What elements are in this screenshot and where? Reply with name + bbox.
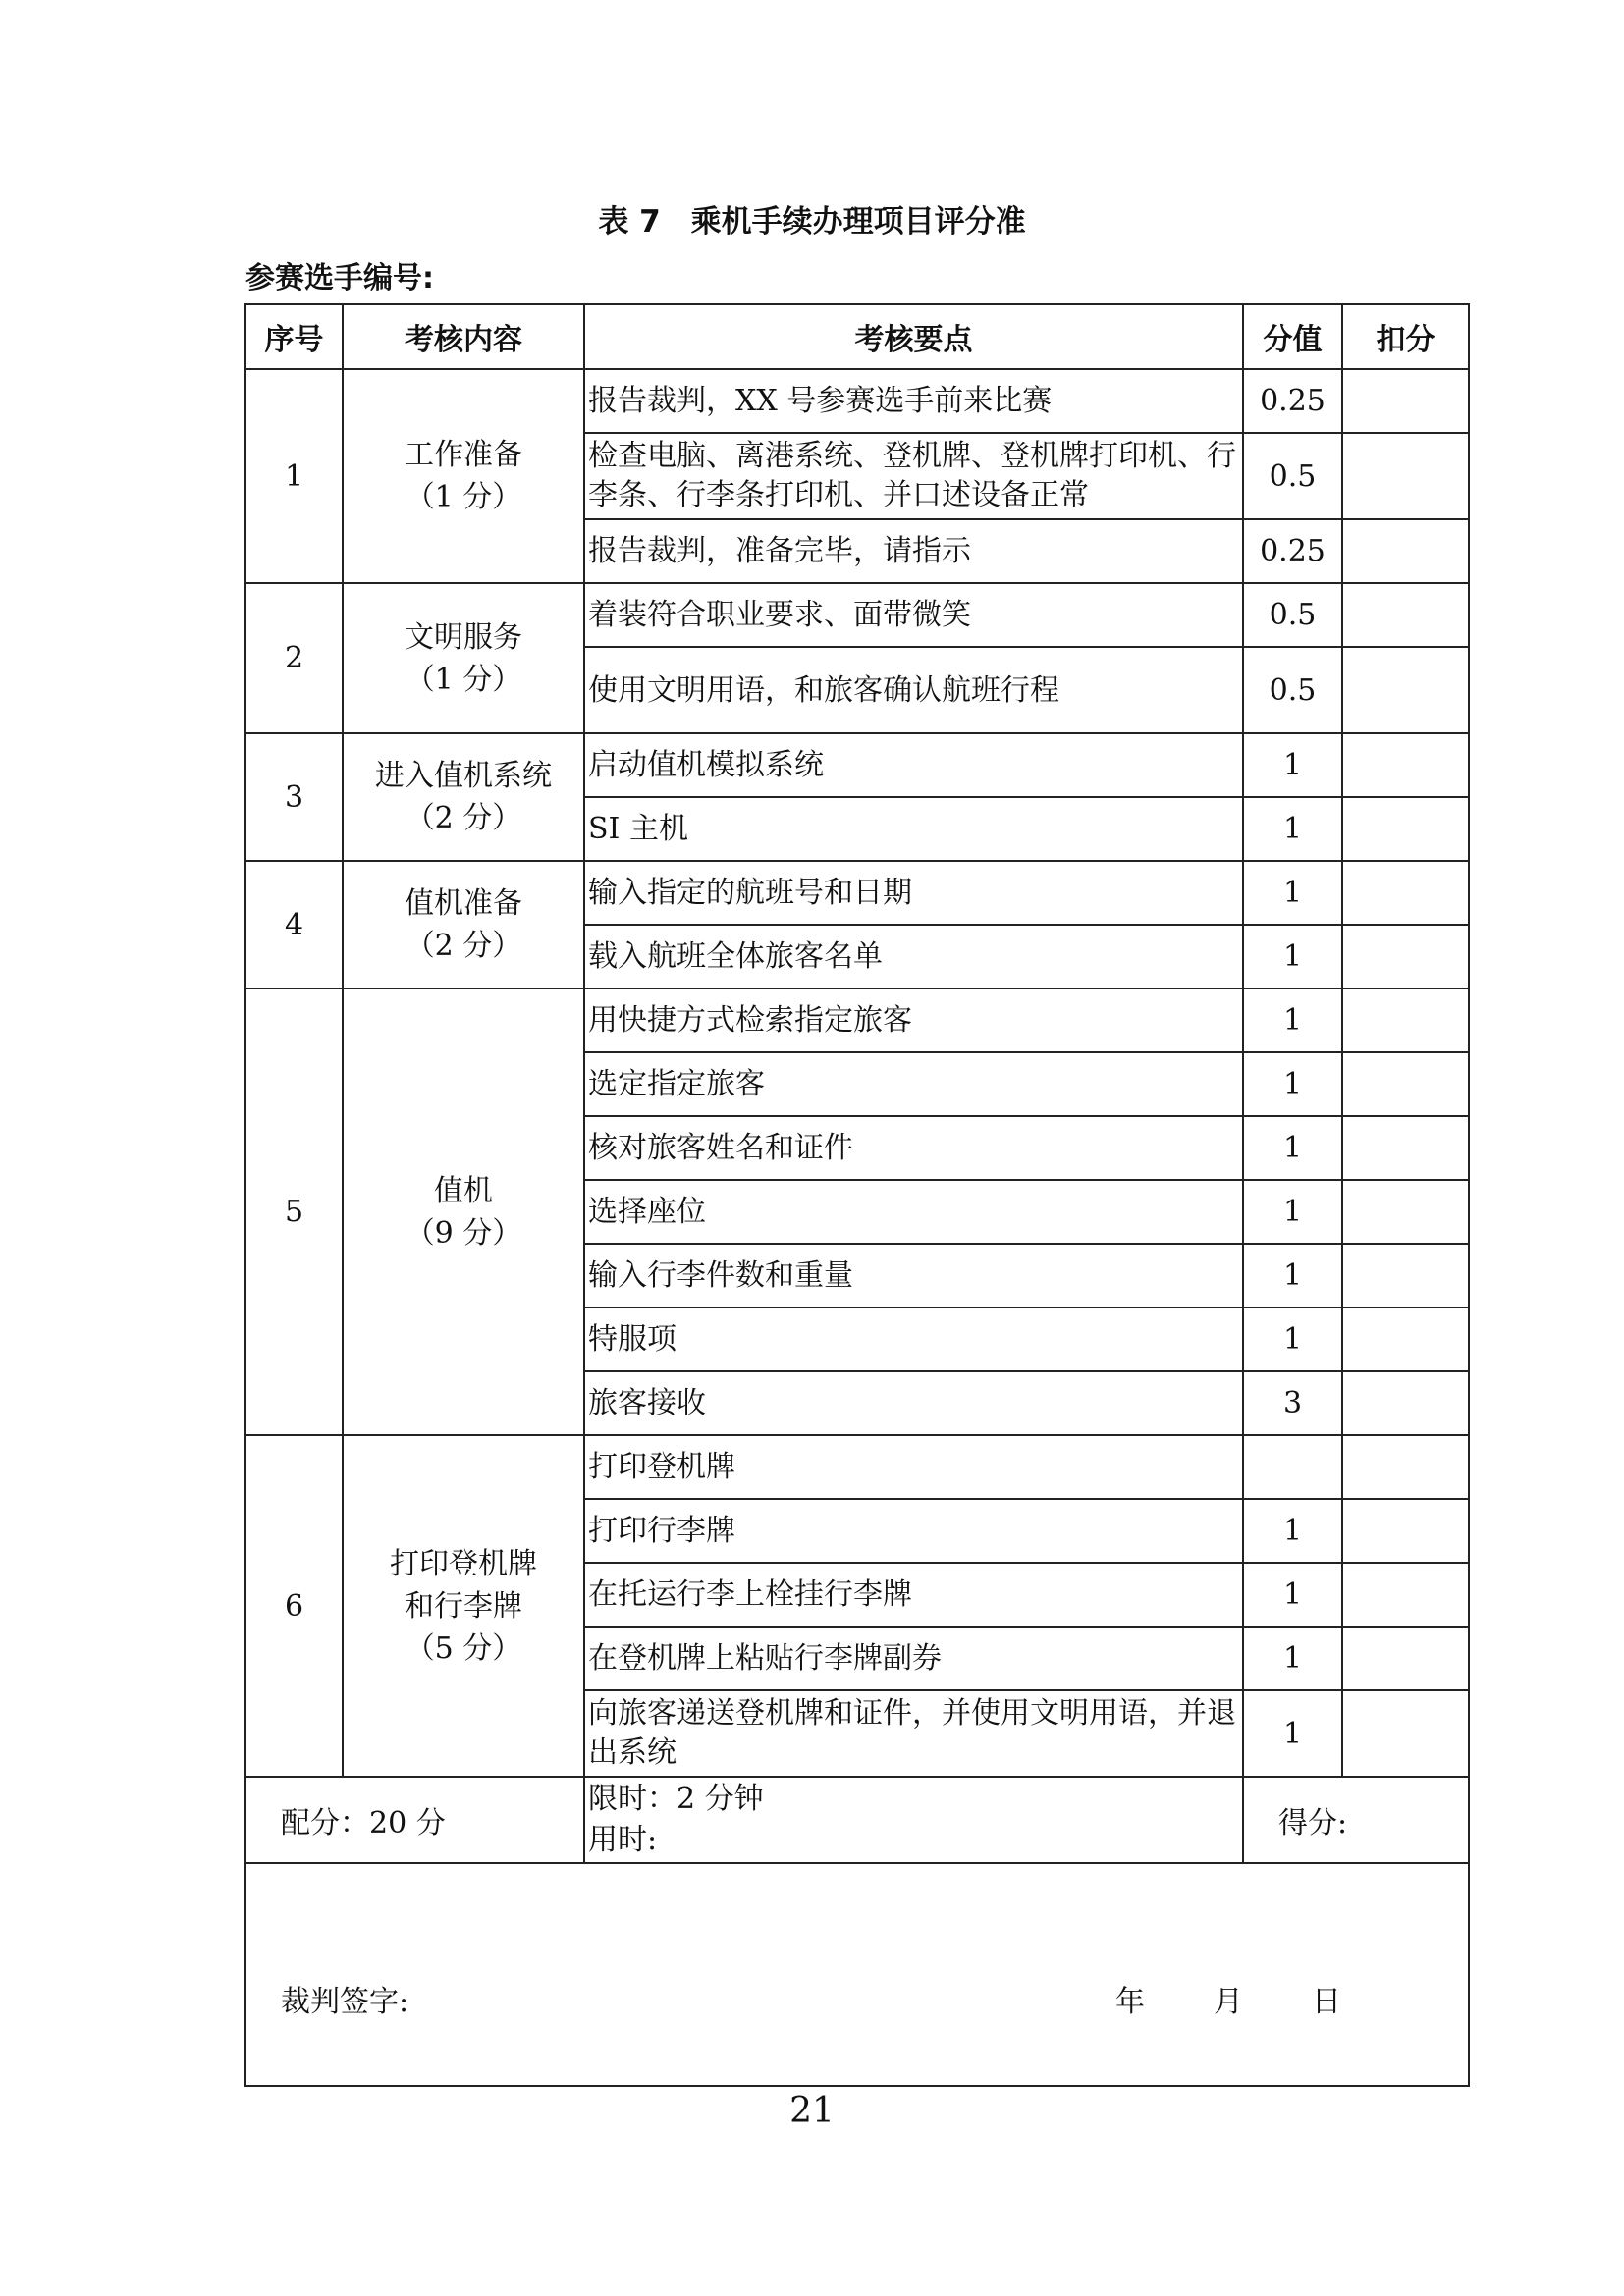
item-text: 使用文明用语，和旅客确认航班行程 — [584, 647, 1243, 733]
section-title: 打印登机牌 — [390, 1546, 537, 1581]
item-text: 启动值机模拟系统 — [584, 733, 1243, 797]
item-deduct — [1342, 1180, 1469, 1244]
item-deduct — [1342, 1052, 1469, 1116]
item-text: 输入指定的航班号和日期 — [584, 861, 1243, 925]
item-text: 着装符合职业要求、面带微笑 — [584, 583, 1243, 647]
section-points: （2 分） — [405, 929, 522, 963]
section-name — [343, 1435, 584, 1777]
item-score: 1 — [1243, 1116, 1342, 1180]
item-text: 向旅客递送登机牌和证件，并使用文明用语，并退出系统 — [584, 1690, 1243, 1777]
item-text: 检查电脑、离港系统、登机牌、登机牌打印机、行李条、行李条打印机、并口述设备正常 — [584, 433, 1243, 519]
item-score: 0.5 — [1243, 583, 1342, 647]
score-table — [244, 303, 1470, 2087]
item-deduct — [1342, 733, 1469, 797]
item-score — [1243, 1435, 1342, 1499]
time-used: 用时: — [588, 1823, 658, 1857]
item-score: 3 — [1243, 1371, 1342, 1435]
section-title: 值机准备 — [405, 886, 522, 921]
section-name — [343, 369, 584, 583]
item-deduct — [1342, 1116, 1469, 1180]
item-text: 报告裁判，XX 号参赛选手前来比赛 — [584, 369, 1243, 433]
section-title: 文明服务 — [405, 619, 522, 655]
item-text: 打印行李牌 — [584, 1499, 1243, 1563]
time-cell — [584, 1777, 1243, 1863]
section-name — [343, 988, 584, 1435]
item-text: 报告裁判，准备完毕，请指示 — [584, 519, 1243, 583]
item-text: 在托运行李上栓挂行李牌 — [584, 1563, 1243, 1627]
contestant-number-label: 参赛选手编号: — [245, 261, 434, 295]
item-score: 1 — [1243, 988, 1342, 1052]
item-score: 1 — [1243, 1052, 1342, 1116]
item-deduct — [1342, 647, 1469, 733]
footer-row — [245, 1777, 1469, 1863]
item-text: 选定指定旅客 — [584, 1052, 1243, 1116]
item-deduct — [1342, 925, 1469, 988]
item-score: 0.25 — [1243, 369, 1342, 433]
section-name — [343, 861, 584, 988]
item-score: 1 — [1243, 1308, 1342, 1371]
judge-signature-label: 裁判签字: — [281, 1985, 409, 2019]
item-deduct — [1342, 1371, 1469, 1435]
section-title: 工作准备 — [405, 438, 522, 472]
section-title-line2: 和行李牌 — [405, 1588, 522, 1624]
item-text: 特服项 — [584, 1308, 1243, 1371]
table-row — [245, 1435, 1469, 1499]
item-score: 1 — [1243, 733, 1342, 797]
table-row — [245, 733, 1469, 797]
item-text: 旅客接收 — [584, 1371, 1243, 1435]
item-deduct — [1342, 861, 1469, 925]
item-score: 1 — [1243, 1244, 1342, 1308]
section-points: （5 分） — [405, 1630, 522, 1666]
item-text: 载入航班全体旅客名单 — [584, 925, 1243, 988]
page-number: 21 — [789, 2091, 835, 2131]
item-text: 选择座位 — [584, 1180, 1243, 1244]
section-points: （9 分） — [405, 1215, 522, 1251]
section-points: （1 分） — [405, 480, 522, 514]
item-text: SI 主机 — [584, 797, 1243, 861]
item-score: 1 — [1243, 1499, 1342, 1563]
item-deduct — [1342, 1563, 1469, 1627]
section-name — [343, 583, 584, 733]
item-deduct — [1342, 1690, 1469, 1777]
section-title: 值机 — [434, 1173, 493, 1208]
section-index: 1 — [245, 369, 343, 583]
section-points: （2 分） — [405, 801, 522, 835]
item-text: 输入行李件数和重量 — [584, 1244, 1243, 1308]
item-deduct — [1342, 369, 1469, 433]
section-points: （1 分） — [405, 662, 522, 697]
page-title: 表 7 乘机手续办理项目评分准 — [598, 204, 1026, 240]
item-deduct — [1342, 1244, 1469, 1308]
item-text: 用快捷方式检索指定旅客 — [584, 988, 1243, 1052]
header-content: 考核内容 — [343, 304, 584, 369]
item-deduct — [1342, 1627, 1469, 1690]
item-text: 核对旅客姓名和证件 — [584, 1116, 1243, 1180]
item-score: 1 — [1243, 1690, 1342, 1777]
signature-day: 日 — [1312, 1985, 1341, 2019]
signature-cell — [245, 1863, 1469, 2086]
item-deduct — [1342, 583, 1469, 647]
item-score: 0.25 — [1243, 519, 1342, 583]
total-points: 配分：20 分 — [245, 1777, 584, 1863]
item-score: 1 — [1243, 1563, 1342, 1627]
item-deduct — [1342, 797, 1469, 861]
table-row — [245, 988, 1469, 1052]
item-score: 0.5 — [1243, 647, 1342, 733]
time-limit: 限时：2 分钟 — [588, 1782, 764, 1816]
header-score: 分值 — [1243, 304, 1342, 369]
item-deduct — [1342, 1499, 1469, 1563]
item-deduct — [1342, 433, 1469, 519]
item-score: 1 — [1243, 1627, 1342, 1690]
section-title: 进入值机系统 — [375, 759, 552, 793]
item-score: 0.5 — [1243, 433, 1342, 519]
section-index: 3 — [245, 733, 343, 861]
item-score: 1 — [1243, 925, 1342, 988]
item-deduct — [1342, 519, 1469, 583]
item-text: 打印登机牌 — [584, 1435, 1243, 1499]
table-row — [245, 861, 1469, 925]
header-index: 序号 — [245, 304, 343, 369]
item-score: 1 — [1243, 797, 1342, 861]
header-row — [245, 304, 1469, 369]
section-index: 5 — [245, 988, 343, 1435]
signature-row — [245, 1863, 1469, 2086]
section-index: 4 — [245, 861, 343, 988]
item-score: 1 — [1243, 861, 1342, 925]
table-row — [245, 369, 1469, 433]
got-score: 得分: — [1243, 1777, 1469, 1863]
header-points: 考核要点 — [584, 304, 1243, 369]
item-deduct — [1342, 988, 1469, 1052]
item-deduct — [1342, 1435, 1469, 1499]
header-deduct: 扣分 — [1342, 304, 1469, 369]
table-row — [245, 583, 1469, 647]
item-deduct — [1342, 1308, 1469, 1371]
item-score: 1 — [1243, 1180, 1342, 1244]
signature-year: 年 — [1115, 1985, 1145, 2019]
section-index: 6 — [245, 1435, 343, 1777]
section-name — [343, 733, 584, 861]
section-index: 2 — [245, 583, 343, 733]
item-text: 在登机牌上粘贴行李牌副券 — [584, 1627, 1243, 1690]
signature-month: 月 — [1214, 1985, 1243, 2019]
